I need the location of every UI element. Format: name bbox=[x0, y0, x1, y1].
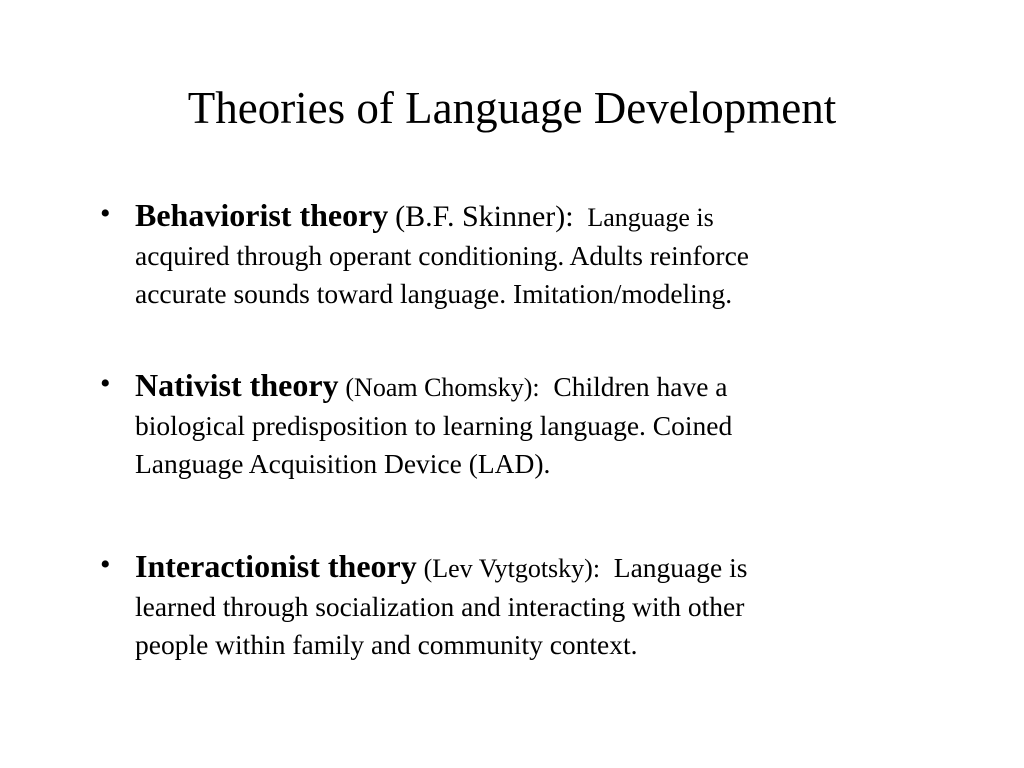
theory-term: Behaviorist theory bbox=[135, 197, 389, 233]
bullet-first-line bbox=[135, 547, 935, 588]
bullet-icon: • bbox=[100, 548, 111, 581]
bullet-icon: • bbox=[100, 367, 111, 400]
theory-description-line: Language Acquisition Device (LAD). bbox=[135, 448, 551, 479]
theory-term: Nativist theory bbox=[135, 367, 339, 403]
bullet-first-line bbox=[135, 366, 935, 407]
theory-author: (Lev Vytgotsky): bbox=[423, 554, 601, 583]
theory-author: (B.F. Skinner): bbox=[395, 200, 574, 233]
theory-description-line: accurate sounds toward language. Imitation/modeling. bbox=[135, 278, 733, 309]
theory-description-line: biological predisposition to learning language. Coined bbox=[135, 410, 733, 441]
bullet-text bbox=[135, 547, 935, 664]
bullet-text bbox=[135, 366, 935, 483]
bullet-text bbox=[135, 196, 935, 313]
theory-author: (Noam Chomsky): bbox=[345, 373, 540, 402]
theory-term: Interactionist theory bbox=[135, 548, 417, 584]
bullet-icon: • bbox=[100, 197, 111, 230]
theory-description-line: Language is bbox=[587, 203, 714, 232]
theory-description-line: learned through socialization and interacting with other bbox=[135, 591, 745, 622]
slide-title: Theories of Language Development bbox=[187, 83, 837, 133]
theory-description-line: people within family and community context. bbox=[135, 629, 638, 660]
theory-description-line: Children have a bbox=[553, 371, 728, 402]
bullet-first-line bbox=[135, 196, 935, 237]
theory-description-line: Language is bbox=[613, 552, 748, 583]
theory-description-line: acquired through operant conditioning. Adults reinforce bbox=[135, 240, 749, 271]
